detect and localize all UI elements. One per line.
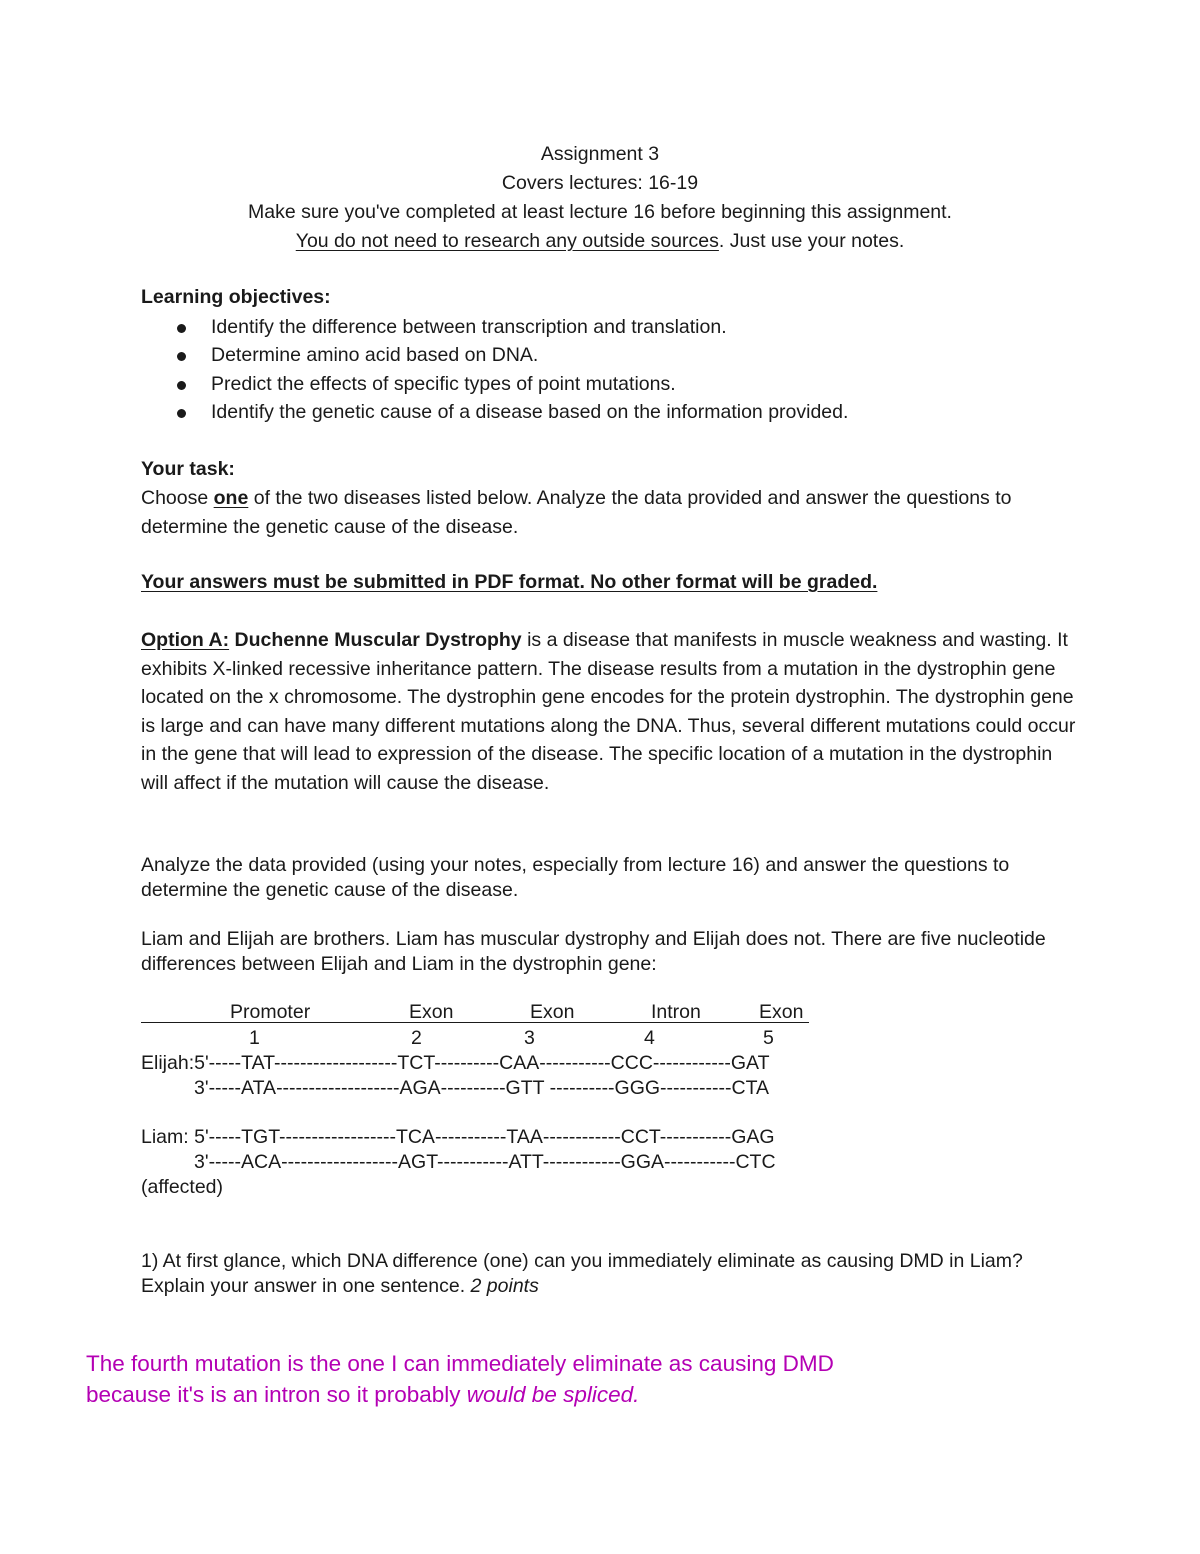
elijah-3-prime-strand: 3'-----ATA-------------------AGA----------GTT ----------GGG-----------CTA [194, 1077, 770, 1099]
task-heading: Your task: [141, 458, 235, 480]
position-number-2: 2 [411, 1027, 422, 1049]
objective-item [141, 313, 848, 341]
disease-name: Duchenne Muscular Dystrophy [234, 629, 522, 651]
affected-label: (affected) [141, 1176, 224, 1198]
assignment-title: Assignment 3 [540, 143, 660, 165]
bullet-icon [177, 352, 186, 361]
answer-1 [86, 1348, 1086, 1410]
answer-1-line-2: because it's is an intron so it probably would be spliced. [86, 1382, 640, 1407]
region-label-exon-2: Exon [409, 1001, 454, 1023]
objective-text: Predict the effects of specific types of point mutations. [211, 372, 676, 395]
option-a-label: Option A: [141, 629, 230, 651]
region-label-intron-4: Intron [651, 1001, 701, 1023]
region-label-exon-5: Exon [759, 1001, 804, 1023]
objective-item [141, 398, 848, 426]
objective-text: Identify the difference between transcription and translation. [211, 316, 727, 338]
objective-text: Determine amino acid based on DNA. [211, 344, 539, 367]
lectures-covered: Covers lectures: 16-19 [501, 172, 699, 194]
elijah-5-prime-strand: Elijah:5'-----TAT-------------------TCT----------CAA-----------CCC------------GAT [141, 1052, 770, 1074]
objectives-heading: Learning objectives: [141, 286, 331, 308]
task-description: Choose one of the two diseases listed below. Analyze the data provided and answer the questions to determine the genetic cause of the disease. [141, 487, 1012, 538]
region-label-promoter: Promoter [230, 1001, 311, 1023]
bullet-icon [177, 324, 186, 333]
table-header-rule [141, 1022, 809, 1023]
task-emphasis: one [213, 487, 249, 509]
region-label-exon-3: Exon [530, 1001, 575, 1023]
position-number-4: 4 [644, 1027, 655, 1049]
objective-item [141, 341, 848, 369]
liam-3-prime-strand: 3'-----ACA------------------AGT-----------ATT------------GGA-----------CTC [194, 1151, 776, 1173]
sources-note [0, 230, 1200, 253]
position-number-5: 5 [763, 1027, 774, 1049]
objective-text: Identify the genetic cause of a disease based on the information provided. [211, 400, 849, 423]
position-number-1: 1 [249, 1027, 260, 1049]
sources-note-underlined: You do not need to research any outside sources [295, 230, 719, 252]
bullet-icon [177, 409, 186, 418]
question-1: 1) At first glance, which DNA difference (one) can you immediately eliminate as causing DMD in Liam? Explain your answer in one sentence. 2 points [141, 1250, 1023, 1297]
submission-note: Your answers must be submitted in PDF format. No other format will be graded. [141, 571, 878, 593]
prerequisite-note: Make sure you've completed at least lecture 16 before beginning this assignment. [248, 201, 952, 223]
question-1-points: 2 points [470, 1274, 539, 1297]
brothers-paragraph: Liam and Elijah are brothers. Liam has muscular dystrophy and Elijah does not. There are five nucleotide differences between Elijah and Liam in the dystrophin gene: [141, 928, 1046, 975]
sources-note-rest: . Just use your notes. [718, 230, 905, 252]
liam-5-prime-strand: Liam: 5'-----TGT------------------TCA-----------TAA------------CCT-----------GAG [141, 1126, 775, 1148]
answer-1-line-1: The fourth mutation is the one I can immediately eliminate as causing DMD [86, 1351, 834, 1376]
objective-item [141, 370, 848, 398]
bullet-icon [177, 381, 186, 390]
option-a-text: is a disease that manifests in muscle weakness and wasting. It exhibits X-linked recessive inheritance pattern. The disease results from a mutation in the dystrophin gene located on the x chromosome. The dystrophin gene encodes for the protein dystrophin. The dystrophin gene is large and can have many different mutations along the DNA. Thus, several different mutations could occur in the gene that will lead to expression of the disease. The specific location of a mutation in the dystrophin will affect if the mutation will cause the disease. [141, 629, 1076, 794]
position-number-3: 3 [524, 1027, 535, 1049]
analyze-paragraph: Analyze the data provided (using your notes, especially from lecture 16) and answer the questions to determine the genetic cause of the disease. [141, 854, 1010, 901]
objectives-list [141, 313, 848, 426]
option-a-paragraph [141, 626, 1076, 798]
